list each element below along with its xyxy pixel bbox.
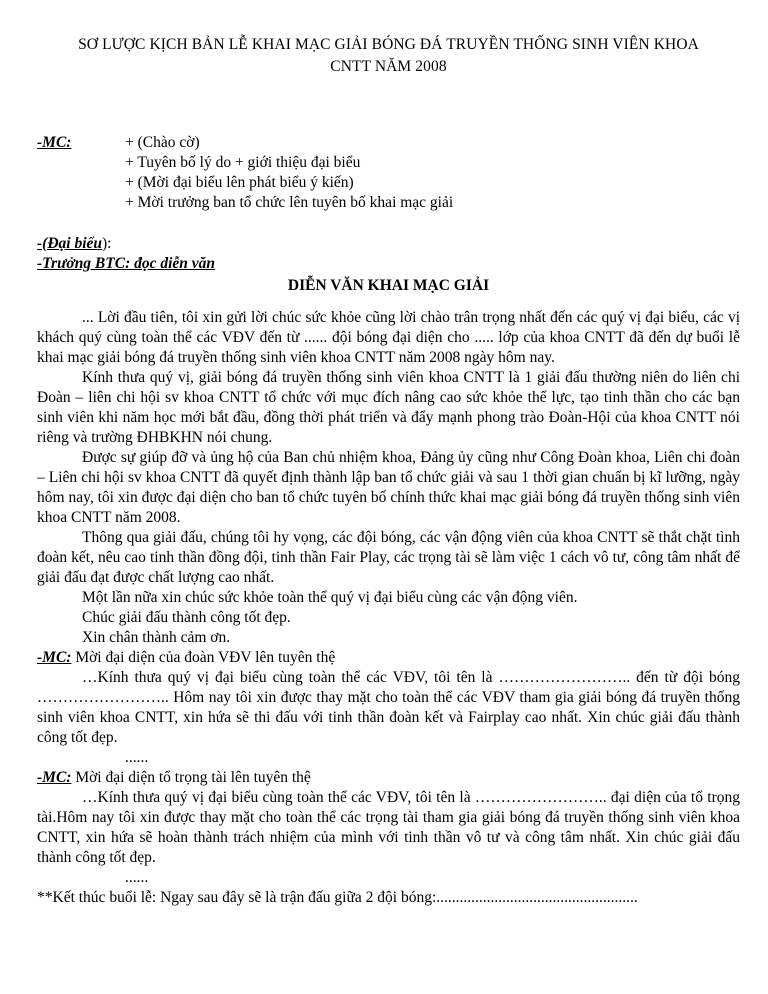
speech-paragraph: ... Lời đầu tiên, tôi xin gửi lời chúc sức khỏe cũng lời chào trân trọng nhất đến các quý vị đại biểu, các vị khách quý cùng toàn thể các VĐV đến từ ...... đội bóng đại diện cho ..... lớp của khoa CNTT đã đến dự buổi lễ khai mạc giải bóng đá truyền thống sinh viên khoa CNTT năm 2008 ngày hôm nay. xyxy=(37,309,740,366)
referees-oath: …Kính thưa quý vị đại biểu cùng toàn thể các VĐV, tôi tên là …………………….. đại diện của tổ trọng tài.Hôm nay tôi xin được thay mặt cho toàn thể các trọng tài tham gia giải bóng đá truyền thống sinh viên khoa CNTT, xin hứa sẽ hoàn thành trách nhiệm của mình với tinh thần vô tư và công tâm nhất. Xin chúc giải đấu thành công tốt đẹp. xyxy=(37,789,740,866)
mc-label: -MC: xyxy=(37,649,72,666)
mc-players-text: Mời đại diện của đoàn VĐV lên tuyên thệ xyxy=(71,649,336,666)
mc-item-list xyxy=(125,133,453,213)
closing-line: Xin chân thành cảm ơn. xyxy=(82,629,231,646)
mc-label: -MC: xyxy=(37,134,72,151)
delegate-label: -(Đại biểu xyxy=(37,235,103,252)
delegate-line xyxy=(37,234,740,254)
btc-label: -Trưởng BTC: đọc diễn văn xyxy=(37,255,216,272)
closing-line: Một lần nữa xin chúc sức khỏe toàn thể quý vị đại biểu cùng các vận động viên. xyxy=(82,589,578,606)
speech-paragraph: Được sự giúp đỡ và ủng hộ của Ban chủ nhiệm khoa, Đảng ủy cũng như Công Đoàn khoa, Liên chi đoàn – Liên chi hội sv khoa CNTT đã quyết định thành lập ban tổ chức giải và sau 1 thời gian chuẩn bị kĩ lưỡng, ngày hôm nay, tôi xin được đại diện cho ban tổ chức tuyên bố chính thức khai mạc giải bóng đá truyền thống sinh viên khoa CNTT năm 2008. xyxy=(37,449,740,526)
mc-label: -MC: xyxy=(37,769,72,786)
speech-title: DIỄN VĂN KHAI MẠC GIẢI xyxy=(287,277,490,294)
speech-body xyxy=(37,308,740,908)
mc-referees-line xyxy=(37,768,740,788)
closing-line: Chúc giải đấu thành công tốt đẹp. xyxy=(82,609,291,626)
document-title xyxy=(37,34,740,78)
ending-line: **Kết thúc buổi lễ: Ngay sau đây sẽ là trận đấu giữa 2 đội bóng:.................................................... xyxy=(37,889,638,906)
mc-players-line xyxy=(37,648,740,668)
delegate-section xyxy=(37,234,740,274)
mc-referees-text: Mời đại diện tổ trọng tài lên tuyên thệ xyxy=(71,769,311,786)
ellipsis: ...... xyxy=(125,749,149,766)
speech-paragraph: Thông qua giải đấu, chúng tôi hy vọng, các đội bóng, các vận động viên của khoa CNTT sẽ thắt chặt tình đoàn kết, nêu cao tinh thần đồng đội, tinh thần Fair Play, các trọng tài sẽ làm việc 1 cách vô tư, công tâm nhất để giải đấu đạt được chất lượng cao nhất. xyxy=(37,529,740,586)
title-line-1: SƠ LƯỢC KỊCH BẢN LỄ KHAI MẠC GIẢI BÓNG ĐÁ TRUYỀN THỐNG SINH VIÊN KHOA xyxy=(78,36,699,53)
speech-paragraph: Kính thưa quý vị, giải bóng đá truyền thống sinh viên khoa CNTT là 1 giải đấu thường niên do liên chi Đoàn – liên chi hội sv khoa CNTT tổ chức với mục đích nâng cao sức khỏe thể lực, tạo tinh thần cho các bạn sinh viên khi năm học mới bắt đầu, đồng thời phát triển và đẩy mạnh phong trào Đoàn-Hội của khoa CNTT nói riêng và trường ĐHBKHN nói chung. xyxy=(37,369,740,446)
mc-item: + (Mời đại biểu lên phát biểu ý kiến) xyxy=(125,174,354,191)
ellipsis: ...... xyxy=(125,869,149,886)
mc-item: + Mời trưởng ban tổ chức lên tuyên bố khai mạc giải xyxy=(125,194,454,211)
delegate-suffix: ): xyxy=(102,235,112,252)
players-oath: …Kính thưa quý vị đại biểu cùng toàn thể các VĐV, tôi tên là …………………….. đến từ đội bóng …………………….. Hôm nay tôi xin được thay mặt cho toàn thể các VĐV tham gia giải bóng đá truyền thống sinh viên khoa CNTT, xin hứa sẽ thi đấu với tinh thần đoàn kết và Fairplay cao nhất. Xin chúc giải đấu thành công tốt đẹp. xyxy=(37,669,740,746)
mc-opening-section xyxy=(37,133,740,217)
title-line-2: CNTT NĂM 2008 xyxy=(330,58,447,75)
mc-item: + (Chào cờ) xyxy=(125,134,200,151)
mc-item: + Tuyên bố lý do + giới thiệu đại biểu xyxy=(125,154,361,171)
